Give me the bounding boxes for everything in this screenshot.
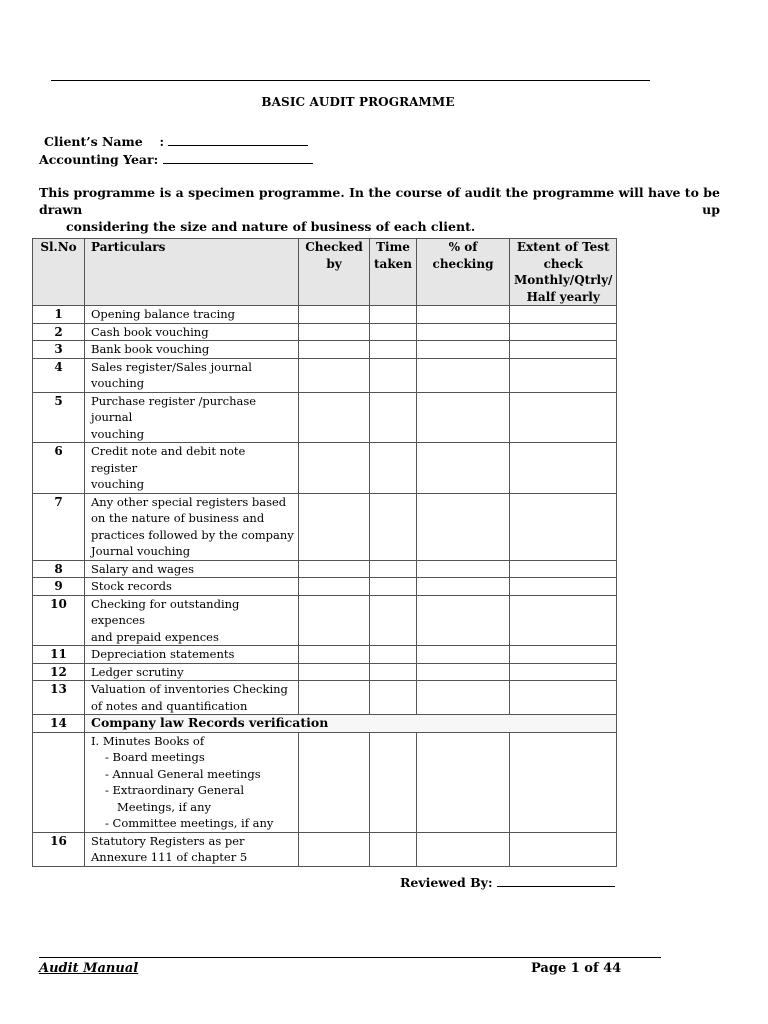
cell-checked-by[interactable] [299,493,370,560]
row-particulars [85,306,299,324]
row-particulars [85,392,299,443]
particulars-line: vouching [91,376,145,390]
cell-time-taken[interactable] [370,832,417,866]
footer-rule [39,957,661,958]
table-row [33,560,617,578]
cell-checked-by[interactable] [299,578,370,596]
particulars-line: Cash book vouching [91,324,209,339]
row-number: 5 [33,392,85,443]
cell-checked-by[interactable] [299,560,370,578]
table-row [33,595,617,646]
row-number: 13 [33,681,85,715]
particulars-line: Checking for outstanding expences [91,596,240,627]
particulars-line: and prepaid expences [91,629,219,644]
row-number-empty [33,732,85,832]
row-particulars-minutes [85,732,299,832]
particulars-line: Any other special registers based [91,494,287,509]
particulars-line: practices followed by the company [91,527,294,542]
cell-checked-by[interactable] [299,732,370,832]
cell-percent-checking[interactable] [417,306,510,324]
client-name-separator: : [159,134,165,149]
cell-time-taken[interactable] [370,681,417,715]
cell-percent-checking[interactable] [417,493,510,560]
accounting-year-blank[interactable] [163,152,313,164]
table-row [33,358,617,392]
cell-time-taken[interactable] [370,323,417,341]
intro-line-1: This programme is a specimen programme. In the course of audit the programme will have to be drawn up [39,185,720,217]
minutes-item: - Annual General meetings [105,766,261,781]
particulars-line: Credit note and debit note register [91,444,246,475]
row-number: 16 [33,832,85,866]
client-name-label: Client’s Name [44,134,143,149]
cell-percent-checking[interactable] [417,341,510,359]
row-particulars [85,341,299,359]
minutes-item: - Extraordinary General [105,783,245,797]
cell-percent-checking[interactable] [417,578,510,596]
cell-extent[interactable] [510,646,617,664]
table-row [33,681,617,715]
cell-checked-by[interactable] [299,341,370,359]
cell-percent-checking[interactable] [417,663,510,681]
intro-paragraph [39,184,720,235]
client-name-field [44,134,308,149]
table-row [33,323,617,341]
particulars-line: vouching [91,426,145,441]
cell-percent-checking[interactable] [417,358,510,392]
table-row [33,646,617,664]
particulars-line: on the nature of business and [91,511,265,525]
cell-percent-checking[interactable] [417,732,510,832]
table-row [33,341,617,359]
document-title: BASIC AUDIT PROGRAMME [261,95,455,109]
particulars-line: Ledger scrutiny [91,664,184,679]
cell-checked-by[interactable] [299,681,370,715]
cell-time-taken[interactable] [370,595,417,646]
cell-checked-by[interactable] [299,595,370,646]
row-number: 2 [33,323,85,341]
cell-percent-checking[interactable] [417,595,510,646]
cell-extent[interactable] [510,493,617,560]
particulars-line: Valuation of inventories Checking [91,682,288,696]
cell-extent[interactable] [510,663,617,681]
row-particulars [85,681,299,715]
row-particulars [85,578,299,596]
row-particulars [85,323,299,341]
cell-time-taken[interactable] [370,341,417,359]
cell-percent-checking[interactable] [417,443,510,494]
cell-extent[interactable] [510,560,617,578]
cell-time-taken[interactable] [370,646,417,664]
particulars-line: Journal vouching [91,544,191,558]
table-row-section-14 [33,715,617,733]
table-row [33,578,617,596]
particulars-line: Purchase register /purchase journal [91,393,257,424]
client-name-blank[interactable] [168,134,308,146]
cell-time-taken[interactable] [370,306,417,324]
cell-time-taken[interactable] [370,392,417,443]
page-number: Page 1 of 44 [531,961,622,976]
row-particulars [85,560,299,578]
row-number: 3 [33,341,85,359]
row-particulars [85,595,299,646]
particulars-line: Depreciation statements [91,647,235,661]
particulars-line: Bank book vouching [91,342,210,356]
cell-time-taken[interactable] [370,358,417,392]
intro-line-2: considering the size and nature of business of each client. [66,219,476,234]
cell-extent[interactable] [510,595,617,646]
cell-extent[interactable] [510,323,617,341]
particulars-line: Opening balance tracing [91,307,236,321]
reviewed-by-label: Reviewed By: [400,875,493,890]
cell-time-taken[interactable] [370,578,417,596]
cell-time-taken[interactable] [370,443,417,494]
top-rule [51,80,650,81]
cell-extent[interactable] [510,392,617,443]
row-particulars [85,663,299,681]
row-particulars [85,358,299,392]
row-particulars: Statutory Registers as per Annexure 111 of chapter 5 [85,832,299,866]
row-number: 6 [33,443,85,494]
row-number: 7 [33,493,85,560]
row-number: 1 [33,306,85,324]
row-number: 14 [33,715,85,733]
cell-extent[interactable] [510,341,617,359]
audit-programme-table [32,238,617,867]
cell-checked-by[interactable] [299,323,370,341]
table-row [33,306,617,324]
particulars-line: vouching [91,477,145,491]
header-particulars: Particulars [85,239,299,306]
table-row-16 [33,832,617,866]
accounting-year-label: Accounting Year: [39,152,159,167]
row-number: 4 [33,358,85,392]
minutes-item: - Board meetings [105,750,205,764]
cell-time-taken[interactable] [370,732,417,832]
row-number: 9 [33,578,85,596]
table-row [33,392,617,443]
header-percent-checking: % of checking [417,239,510,306]
particulars-line: of notes and quantification [91,698,248,713]
table-row [33,443,617,494]
cell-checked-by[interactable] [299,832,370,866]
row-number: 10 [33,595,85,646]
row-particulars [85,443,299,494]
cell-checked-by[interactable] [299,443,370,494]
cell-extent[interactable] [510,578,617,596]
minutes-item: - Committee meetings, if any [105,816,274,830]
cell-checked-by[interactable] [299,663,370,681]
cell-time-taken[interactable] [370,493,417,560]
minutes-heading: I. Minutes Books of [91,733,205,748]
row-particulars [85,493,299,560]
row-particulars [85,646,299,664]
header-slno: Sl.No [33,239,85,306]
reviewed-by-blank[interactable] [497,875,615,887]
reviewed-by-field [400,875,615,890]
cell-checked-by[interactable] [299,306,370,324]
table-row-minutes [33,732,617,832]
row-number: 12 [33,663,85,681]
cell-percent-checking[interactable] [417,681,510,715]
cell-time-taken[interactable] [370,560,417,578]
table-row [33,493,617,560]
cell-extent[interactable] [510,732,617,832]
minutes-item-continued: Meetings, if any [117,799,212,814]
cell-percent-checking[interactable] [417,560,510,578]
cell-percent-checking[interactable] [417,832,510,866]
cell-extent[interactable] [510,443,617,494]
cell-percent-checking[interactable] [417,646,510,664]
cell-extent[interactable] [510,832,617,866]
cell-checked-by[interactable] [299,392,370,443]
cell-extent[interactable] [510,681,617,715]
table-row [33,663,617,681]
cell-percent-checking[interactable] [417,392,510,443]
row-number: 11 [33,646,85,664]
footer-title: Audit Manual [39,961,139,976]
section-heading-company-law: Company law Records verification [85,715,617,733]
header-extent-of-test-check: Extent of Test check Monthly/Qtrly/ Half yearly [510,239,617,306]
cell-checked-by[interactable] [299,358,370,392]
header-checked-by: Checked by [299,239,370,306]
particulars-line: Sales register/Sales journal [91,359,252,374]
row-number: 8 [33,560,85,578]
accounting-year-field [39,152,313,167]
cell-extent[interactable] [510,358,617,392]
particulars-line: Salary and wages [91,561,194,576]
header-time-taken: Time taken [370,239,417,306]
particulars-line: Stock records [91,579,172,593]
cell-checked-by[interactable] [299,646,370,664]
cell-time-taken[interactable] [370,663,417,681]
cell-percent-checking[interactable] [417,323,510,341]
cell-extent[interactable] [510,306,617,324]
